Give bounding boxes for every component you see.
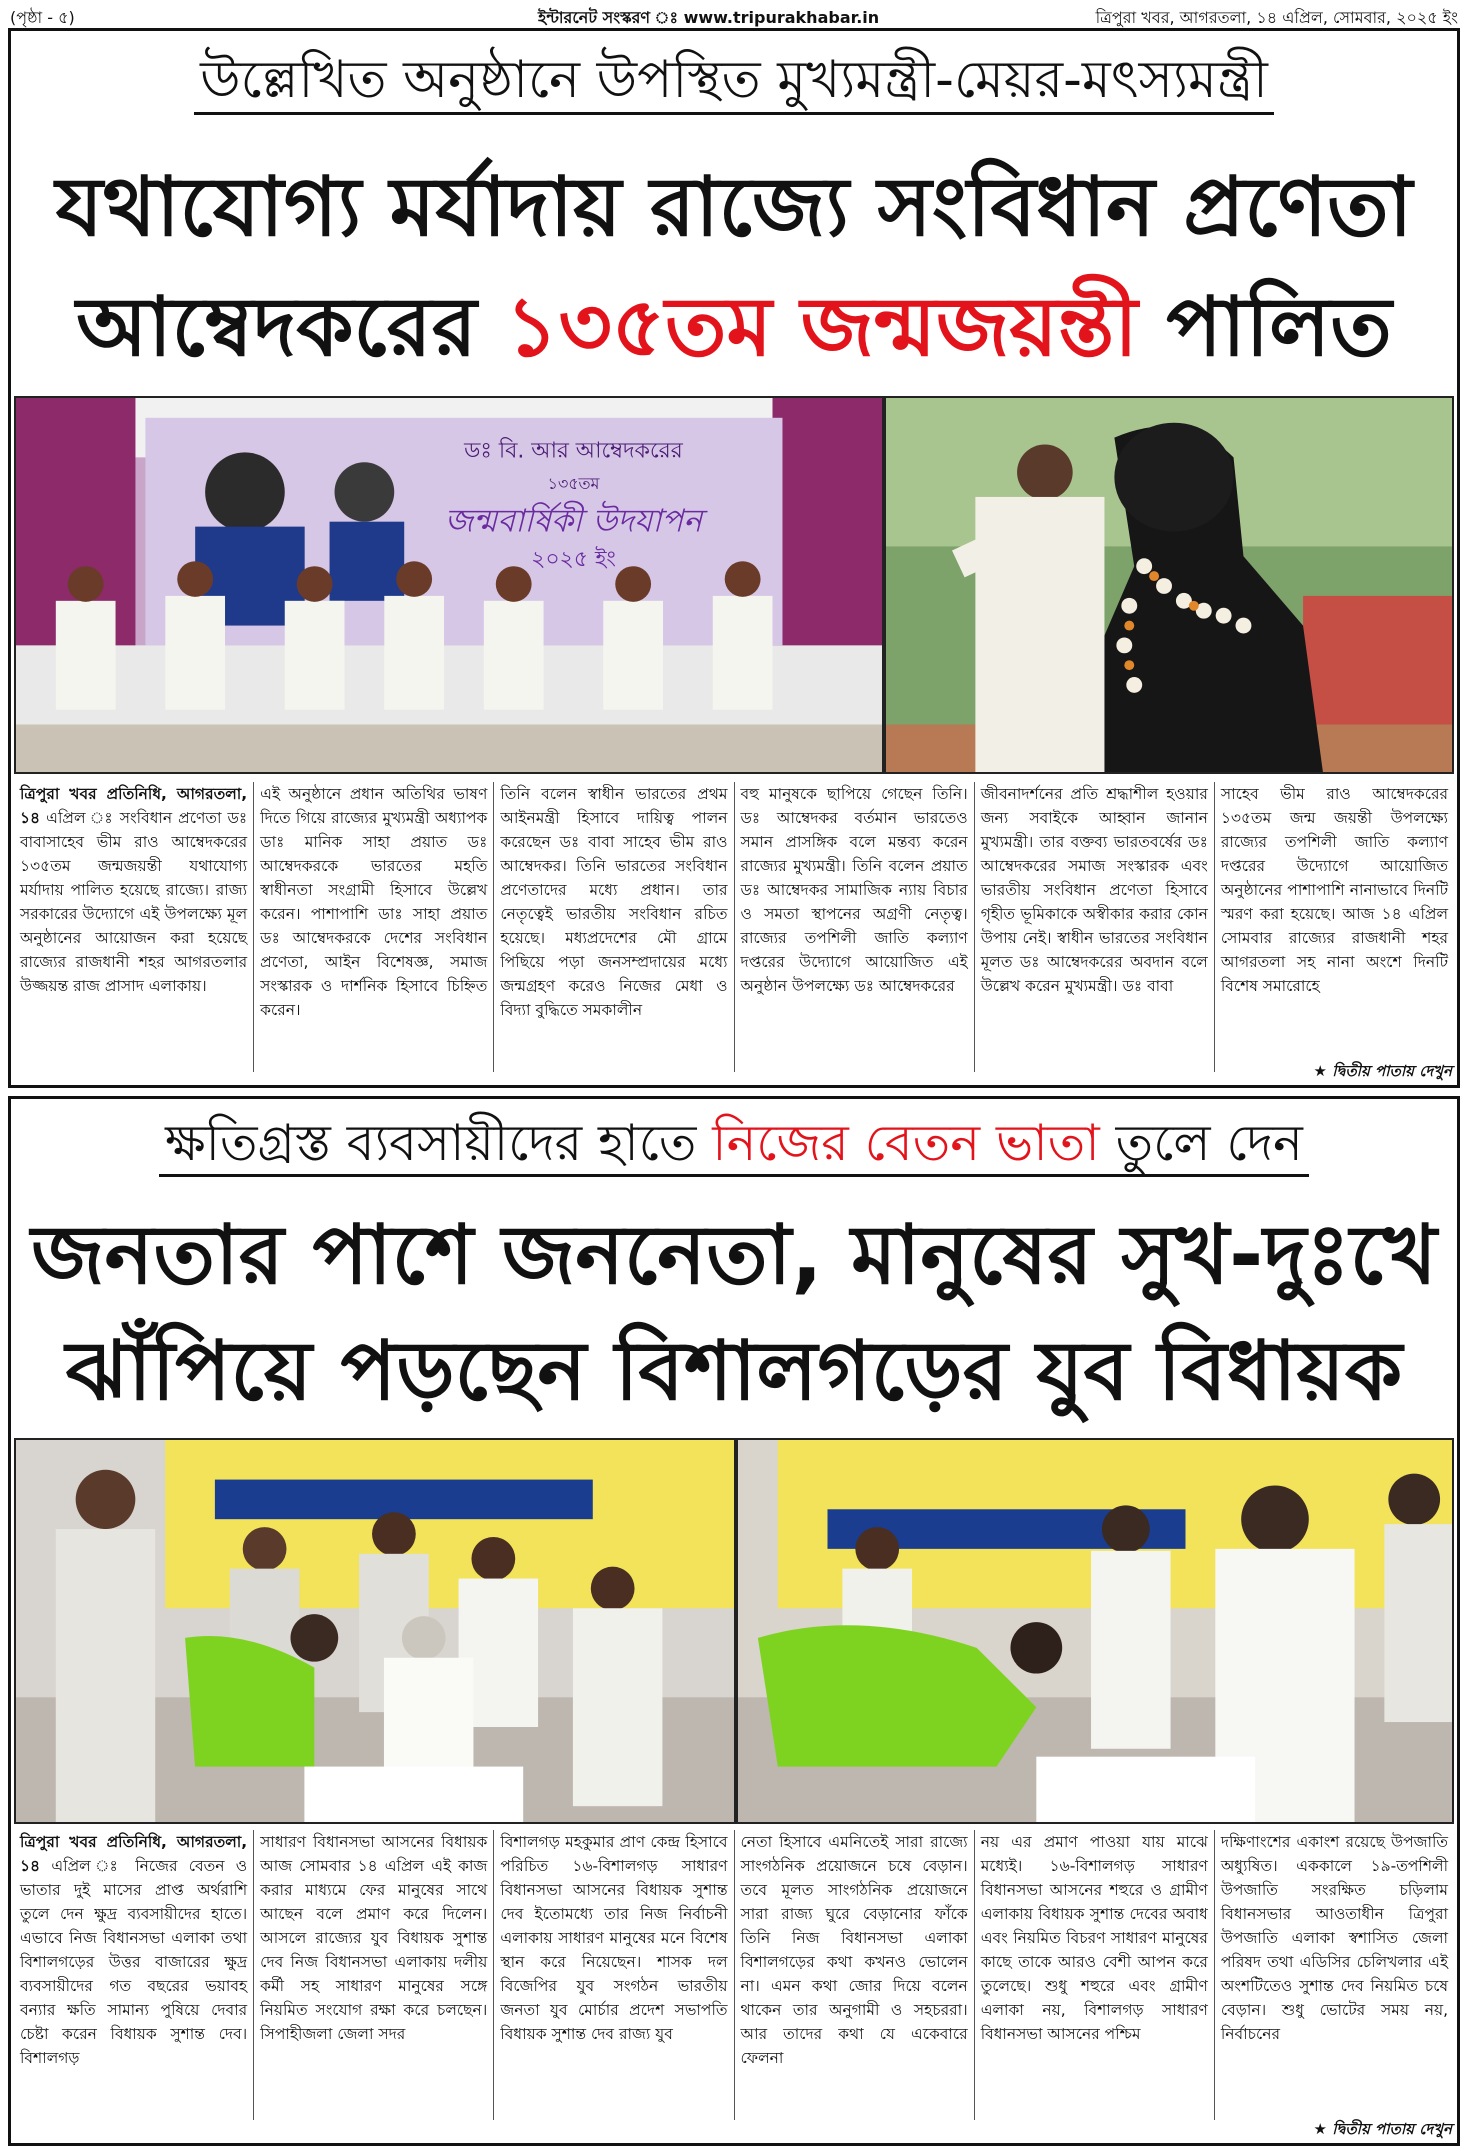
story2-column-5: নয় এর প্রমাণ পাওয়া যায় মাঝে মধ্যেই। ১৬-বিশালগড় সাধারণ বিধানসভা আসনের শহুরে ও গ্রামীণ এলাকায় বিধায়ক সুশান্ত দেবের অবাধ এবং নিয়মিত বিচরণ সাধারণ মানুষের কাছে তাকে আরও বেশী আপন করে তুলেছে। শুধু শহুরে এবং গ্রামীণ এলাকা নয়, বিশালগড় সাধারণ বিধানসভা আসনের পশ্চিম: [975, 1830, 1215, 2120]
story1-photo-statue: [884, 396, 1454, 774]
story2-column-2: সাধারণ বিধানসভা আসনের বিধায়ক আজ সোমবার ১৪ এপ্রিল এই কাজ করার মাধ্যমে ফের মানুষের সাথে আছেন বলে প্রমাণ করে দিলেন। আসলে রাজ্যের যুব বিধায়ক সুশান্ত দেব নিজ বিধানসভা এলাকায় দলীয় কর্মী সহ সাধারণ মানুষের সঙ্গে নিয়মিত সংযোগ রক্ষা করে চলছেন। সিপাহীজলা জেলা সদর: [254, 1830, 494, 2120]
story1-column-3: তিনি বলেন স্বাধীন ভারতের প্রথম আইনমন্ত্রী হিসাবে দায়িত্ব পালন করেছেন ডঃ বাবা সাহেব ভীম রাও আম্বেদকর। তিনি ভারতের সংবিধান প্রণেতাদের মধ্যে প্রধান। তার নেতৃত্বেই ভারতীয় সংবিধান রচিত হয়েছে। মধ্যপ্রদেশের মৌ গ্রামে পিছিয়ে পড়া জনসম্প্রদায়ের মধ্যে জন্মগ্রহণ করেও নিজের মেধা ও বিদ্যা বুদ্ধিতে সমকালীন: [494, 782, 734, 1072]
event-photo-left-illustration: [16, 1440, 734, 1822]
story2-column-3: বিশালগড় মহকুমার প্রাণ কেন্দ্র হিসাবে পরিচিত ১৬-বিশালগড় সাধারণ বিধানসভা আসনের বিধায়ক সুশান্ত দেব ইতোমধ্যে তার নিজ নির্বাচনী এলাকায় সাধারণ মানুষের মনে বিশেষ স্থান করে নিয়েছেন। শাসক দল বিজেপির যুব সংগঠন ভারতীয় জনতা যুব মোর্চার প্রদেশ সভাপতি বিধায়ক সুশান্ত দেব রাজ্য যুব: [494, 1830, 734, 2120]
story1-column-text: এপ্রিল ঃ সংবিধান প্রণেতা ডঃ বাবাসাহেব ভীম রাও আম্বেদকরের ১৩৫তম জন্মজয়ন্তী যথাযোগ্য মর্যাদায় পালিত হয়েছে রাজ্যে। রাজ্য সরকারের উদ্যোগে এই উপলক্ষ্যে মূল অনুষ্ঠানের আয়োজন করা হয়েছে রাজ্যের রাজধানী শহর আগরতলার উজ্জয়ন্ত রাজ প্রাসাদ এলাকায়।: [20, 809, 248, 995]
event-photo-right-illustration: [738, 1440, 1452, 1822]
banner-edition: ১৩৫তম: [547, 474, 600, 494]
story2-column-6: দক্ষিণাংশের একাংশ রয়েছে উপজাতি অধ্যুষিত। এককালে ১৯-তপশিলী উপজাতি সংরক্ষিত চড়িলাম বিধানসভার আওতাধীন ত্রিপুরা উপজাতি এলাকা স্বশাসিত জেলা পরিষদ তথা এডিসির চেলিখলার এই অংশটিতেও সুশান্ত দেব নিয়মিত চষে বেড়ান। শুধু ভোটের সময় নয়, নির্বাচনের: [1220, 1833, 1449, 2043]
story2-kicker: [12, 1108, 1456, 1178]
story2-body: [14, 1830, 1454, 2120]
story2-kicker-part-b: তুলে দেন: [1099, 1114, 1303, 1172]
story2-kicker-highlight: নিজের বেতন ভাতা: [712, 1114, 1100, 1172]
banner-event: জন্মবার্ষিকী উদযাপন: [444, 503, 703, 540]
story1-headline-part-b: পালিত: [1137, 280, 1392, 375]
story1-continued-link[interactable]: ★ দ্বিতীয় পাতায় দেখুন: [1313, 1062, 1452, 1080]
page-number: (পৃষ্ঠা - ৫): [10, 8, 75, 27]
story2-headline-line1: জনতার পাশে জননেতা, মানুষের সুখ-দুঃখে: [31, 1208, 1437, 1303]
story1-byline: ত্রিপুরা খবর প্রতিনিধি, আগরতলা, ১৪: [20, 785, 248, 827]
story1-headline-part-a: আম্বেদকরের: [76, 280, 506, 375]
story2-kicker-text: [159, 1114, 1309, 1177]
dateline: ত্রিপুরা খবর, আগরতলা, ১৪ এপ্রিল, সোমবার, ২০২৫ ইং: [1095, 8, 1458, 27]
story1-column-6: সাহেব ভীম রাও আম্বেদকরের ১৩৫তম জন্ম জয়ন্তী উপলক্ষ্যে রাজ্যের তপশিলী জাতি কল্যাণ দপ্তরের উদ্যোগে আয়োজিত অনুষ্ঠানের পাশাপাশি নানাভাবে দিনটি স্মরণ করা হয়েছে। আজ ১৪ এপ্রিল সোমবার রাজ্যের রাজধানী শহর আগরতলা সহ নানা অংশে দিনটি বিশেষ সমারোহে: [1220, 785, 1449, 995]
story1-photo-stage: [14, 396, 884, 774]
story2-photo-left: [14, 1438, 736, 1824]
story1-kicker: [12, 44, 1456, 116]
story1-headline-highlight: ১৩৫তম জন্মজয়ন্তী: [505, 280, 1138, 375]
story2-column-text: এপ্রিল ঃ নিজের বেতন ও ভাতার দুই মাসের প্রাপ্ত অর্থরাশি তুলে দেন ক্ষুদ্র ব্যবসায়ীদের হাতে। এভাবে নিজ বিধানসভা এলাকা তথা বিশালগড়ের উত্তর বাজারের ক্ষুদ্র ব্যবসায়ীদের গত বছরের ভয়াবহ বন্যার ক্ষতি সামান্য পুষিয়ে দেবার চেষ্টা করেন বিধায়ক সুশান্ত দেব। বিশালগড়: [20, 1857, 248, 2067]
statue-photo-illustration: [886, 398, 1452, 772]
edition-url[interactable]: ইন্টারনেট সংস্করণ ঃ www.tripurakhabar.in: [538, 8, 880, 27]
story2-continued-link[interactable]: ★ দ্বিতীয় পাতায় দেখুন: [1313, 2120, 1452, 2138]
story1-column-5: জীবনাদর্শনের প্রতি শ্রদ্ধাশীল হওয়ার জন্য সবাইকে আহ্বান জানান মুখ্যমন্ত্রী। তার বক্তব্য ভারতবর্ষের ডঃ আম্বেদকরের সমাজ সংস্কারক এবং ভারতীয় সংবিধান প্রণেতা হিসাবে গৃহীত ভূমিকাকে অস্বীকার করার কোন উপায় নেই। স্বাধীন ভারতের সংবিধান মূলত ডঃ আম্বেদকরের অবদান বলে উল্লেখ করেন মুখ্যমন্ত্রী। ডঃ বাবা: [975, 782, 1215, 1072]
story2-byline: ত্রিপুরা খবর প্রতিনিধি, আগরতলা, ১৪: [20, 1833, 248, 1875]
story1-column-1: [14, 782, 254, 1072]
story2-photo-right: [736, 1438, 1454, 1824]
banner-title: ডঃ বি. আর আম্বেদকরের: [464, 438, 683, 464]
story2-headline-line2: ঝাঁপিয়ে পড়ছেন বিশালগড়ের যুব বিধায়ক: [65, 1324, 1403, 1419]
story1-column-4: বহু মানুষকে ছাপিয়ে গেছেন তিনি। ডঃ আম্বেদকর বর্তমান ভারতেও সমান প্রাসঙ্গিক বলে মন্তব্য করেন রাজ্যের মুখ্যমন্ত্রী। তিনি বলেন প্রয়াত ডঃ আম্বেদকর সামাজিক ন্যায় বিচার ও সমতা স্থাপনের অগ্রণী নেতৃত্ব। রাজ্যের তপশিলী জাতি কল্যাণ দপ্তরের উদ্যোগে আয়োজিত এই অনুষ্ঠান উপলক্ষ্যে ডঃ আম্বেদকরের: [735, 782, 975, 1072]
story2-column-1: [14, 1830, 254, 2120]
story1-body: [14, 782, 1454, 1072]
story1-headline-line1: যথাযোগ্য মর্যাদায় রাজ্যে সংবিধান প্রণেতা: [55, 160, 1413, 255]
banner-year: ২০২৫ ইং: [531, 547, 616, 573]
story1-kicker-text: উল্লেখিত অনুষ্ঠানে উপস্থিত মুখ্যমন্ত্রী-মেয়র-মৎস্যমন্ত্রী: [194, 50, 1274, 115]
stage-photo-illustration: [16, 398, 882, 772]
masthead-strip: [8, 2, 1460, 28]
story1-headline-line2: [12, 270, 1456, 386]
story2-kicker-part-a: ক্ষতিগ্রস্ত ব্যবসায়ীদের হাতে: [165, 1114, 713, 1172]
story2-column-4: নেতা হিসাবে এমনিতেই সারা রাজ্যে সাংগঠনিক প্রয়োজনে চষে বেড়ান। তবে মূলত সাংগঠনিক প্রয়োজনে সারা রাজ্য ঘুরে বেড়ানোর ফাঁকে তিনি নিজ বিধানসভা এলাকা বিশালগড়ের কথা কখনও ভোলেন না। এমন কথা জোর দিয়ে বলেন থাকেন তার অনুগামী ও সহচররা। আর তাদের কথা যে একেবারে ফেলনা: [735, 1830, 975, 2120]
story1-column-2: এই অনুষ্ঠানে প্রধান অতিথির ভাষণ দিতে গিয়ে রাজ্যের মুখ্যমন্ত্রী অধ্যাপক ডাঃ মানিক সাহা প্রয়াত ডঃ আম্বেদকরকে ভারতের মহতি স্বাধীনতা সংগ্রামী হিসাবে উল্লেখ করেন। পাশাপাশি ডাঃ সাহা প্রয়াত ডঃ আম্বেদকরকে দেশের সংবিধান প্রণেতা, আইন বিশেষজ্ঞ, সমাজ সংস্কারক ও দার্শনিক হিসাবে চিহ্নিত করেন।: [254, 782, 494, 1072]
